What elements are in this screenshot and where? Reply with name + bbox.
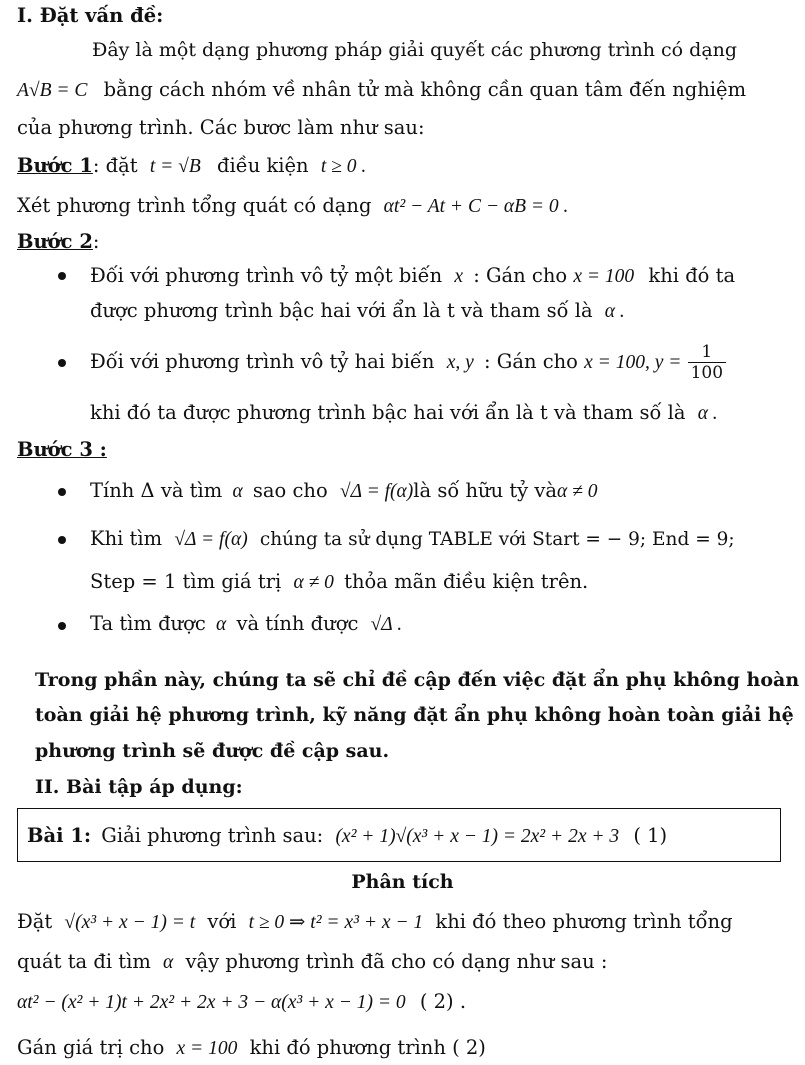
analysis-line-3-row [17, 988, 466, 1017]
analysis-line-1-b: với [207, 910, 237, 933]
step-2-bullet-2-row [90, 340, 726, 385]
step-2-bullet-1-line-2: được phương trình bậc hai với ẩn là t và tham số là [90, 299, 593, 322]
step-2-row [17, 228, 99, 256]
step-3-label: Bước 3 : [17, 438, 107, 461]
bullet-dot [58, 488, 66, 496]
step-2-bullet-2-param: α . [697, 403, 718, 424]
section-2-heading: II. Bài tập áp dụng: [35, 776, 243, 798]
step-2-bullet-1-assign: x = 100 [573, 266, 635, 287]
step-3-bullet-2-text-b: chúng ta sử dụng TABLE với Start = − 9; End = 9; [259, 529, 735, 550]
general-form-formula: αt² − At + C − αB = 0 . [383, 196, 569, 217]
step-3-bullet-2-formula: √Δ = f(α) [174, 529, 248, 550]
note-line-2: toàn giải hệ phương trình, kỹ năng đặt ẩn phụ không hoàn toàn giải hệ [35, 704, 794, 726]
step-3-bullet-1-text-a: Tính Δ và tìm [90, 479, 223, 502]
analysis-line-4-assign: x = 100 [176, 1038, 238, 1059]
note-line-3: phương trình sẽ được đề cập sau. [35, 740, 390, 762]
analysis-line-2-a: quát ta đi tìm [17, 950, 151, 973]
intro-formula: A√B = C [17, 80, 88, 101]
analysis-line-1-row [17, 908, 733, 937]
analysis-line-4-b: khi đó phương trình ( 2) [249, 1036, 486, 1059]
step-3-bullet-2-line-2-b: thỏa mãn điều kiện trên. [344, 570, 589, 593]
step-3-bullet-2-text-a: Khi tìm [90, 527, 163, 550]
step-1-condition: t ≥ 0 . [320, 156, 367, 177]
exercise-1-formula: (x² + 1)√(x³ + x − 1) = 2x² + 2x + 3 [335, 826, 620, 847]
fraction-denominator: 100 [690, 363, 724, 383]
exercise-1-tag: ( 1) [633, 824, 668, 847]
intro-line-1: Đây là một dạng phương pháp giải quyết các phương trình có dạng [92, 39, 738, 61]
analysis-line-2-alpha: α [163, 952, 174, 973]
step-2-bullet-2-line-2-row [90, 399, 718, 428]
analysis-line-2-row [17, 948, 607, 977]
step-3-bullet-1-formula: √Δ = f(α) [339, 481, 414, 502]
fraction [688, 342, 726, 383]
analysis-line-1-c: khi đó theo phương trình tổng [435, 910, 733, 933]
step-1-label: Bước 1 [17, 154, 93, 177]
general-form-row [17, 192, 568, 221]
step-2-bullet-2-text-b: : Gán cho [483, 350, 578, 373]
analysis-line-3-formula: αt² − (x² + 1)t + 2x² + 2x + 3 − α(x³ + x − 1) = 0 [17, 992, 406, 1013]
step-2-bullet-1-line-2-row [90, 297, 625, 326]
step-2-bullet-2-vars: x, y [446, 352, 474, 373]
step-3-row [17, 436, 107, 464]
general-form-text: Xét phương trình tổng quát có dạng [17, 194, 372, 217]
step-2-bullet-1-text-b: : Gán cho [473, 264, 568, 287]
bullet-dot [58, 536, 66, 544]
step-2-bullet-2-line-2: khi đó ta được phương trình bậc hai với ẩn là t và tham số là [90, 401, 686, 424]
exercise-1-text: Giải phương trình sau: [101, 824, 324, 847]
step-1-row [17, 152, 366, 181]
step-3-bullet-3-row [90, 610, 402, 639]
analysis-line-4-row [17, 1034, 486, 1063]
analysis-line-1-cond: t ≥ 0 ⇒ t² = x³ + x − 1 [248, 912, 424, 933]
analysis-title: Phân tích [351, 871, 454, 893]
step-1-text-a: : đặt [92, 154, 138, 177]
step-2-bullet-2-assign: x = 100, y = [584, 352, 682, 373]
step-3-bullet-2-line-2-a: Step = 1 tìm giá trị [90, 570, 282, 593]
intro-line-2: bằng cách nhóm về nhân tử mà không cần quan tâm đến nghiệm [103, 78, 747, 101]
step-2-label: Bước 2 [17, 230, 93, 253]
step-3-bullet-1-text-c: là số hữu tỷ và [413, 479, 558, 502]
exercise-1-row [27, 822, 667, 851]
step-3-bullet-2-row [90, 525, 735, 554]
step-2-bullet-2-text-a: Đối với phương trình vô tỷ hai biến [90, 350, 435, 373]
step-3-bullet-2-line-2-row [90, 568, 588, 597]
step-2-bullet-1-text-c: khi đó ta [648, 264, 736, 287]
step-1-text-b: điều kiện [216, 154, 309, 177]
bullet-dot [58, 622, 66, 630]
step-3-bullet-1-cond: α ≠ 0 [557, 481, 598, 502]
step-3-bullet-3-text-b: và tính được [236, 612, 359, 635]
analysis-line-2-b: vậy phương trình đã cho có dạng như sau : [185, 950, 608, 973]
step-2-suffix: : [92, 230, 100, 253]
fraction-numerator: 1 [688, 342, 726, 363]
analysis-line-3-tag: ( 2) . [419, 990, 467, 1013]
step-1-formula: t = √B [149, 156, 201, 177]
exercise-1-label: Bài 1: [27, 824, 92, 847]
analysis-line-1-a: Đặt [17, 910, 53, 933]
step-3-bullet-1-text-b: sao cho [252, 479, 328, 502]
step-2-bullet-1-row [90, 262, 735, 291]
step-3-bullet-1-alpha: α [232, 481, 243, 502]
step-3-bullet-1-row [90, 477, 597, 506]
bullet-dot [58, 359, 66, 367]
step-3-bullet-2-cond: α ≠ 0 [293, 572, 334, 593]
bullet-dot [58, 272, 66, 280]
analysis-line-4-a: Gán giá trị cho [17, 1036, 165, 1059]
analysis-line-1-formula: √(x³ + x − 1) = t [64, 912, 196, 933]
step-3-bullet-3-alpha: α [215, 614, 227, 635]
intro-line-3: của phương trình. Các bươc làm như sau: [17, 116, 425, 139]
step-2-bullet-1-param: α . [604, 301, 625, 322]
step-3-bullet-3-text-a: Ta tìm được [90, 612, 206, 635]
step-3-bullet-3-formula: √Δ . [370, 614, 403, 635]
intro-line-2-row [17, 76, 746, 105]
step-2-bullet-1-text-a: Đối với phương trình vô tỷ một biến [90, 264, 443, 287]
step-2-bullet-1-var: x [454, 266, 463, 287]
note-line-1: Trong phần này, chúng ta sẽ chỉ đề cập đến việc đặt ẩn phụ không hoàn [35, 669, 800, 691]
section-1-heading: I. Đặt vấn đề: [17, 4, 164, 27]
